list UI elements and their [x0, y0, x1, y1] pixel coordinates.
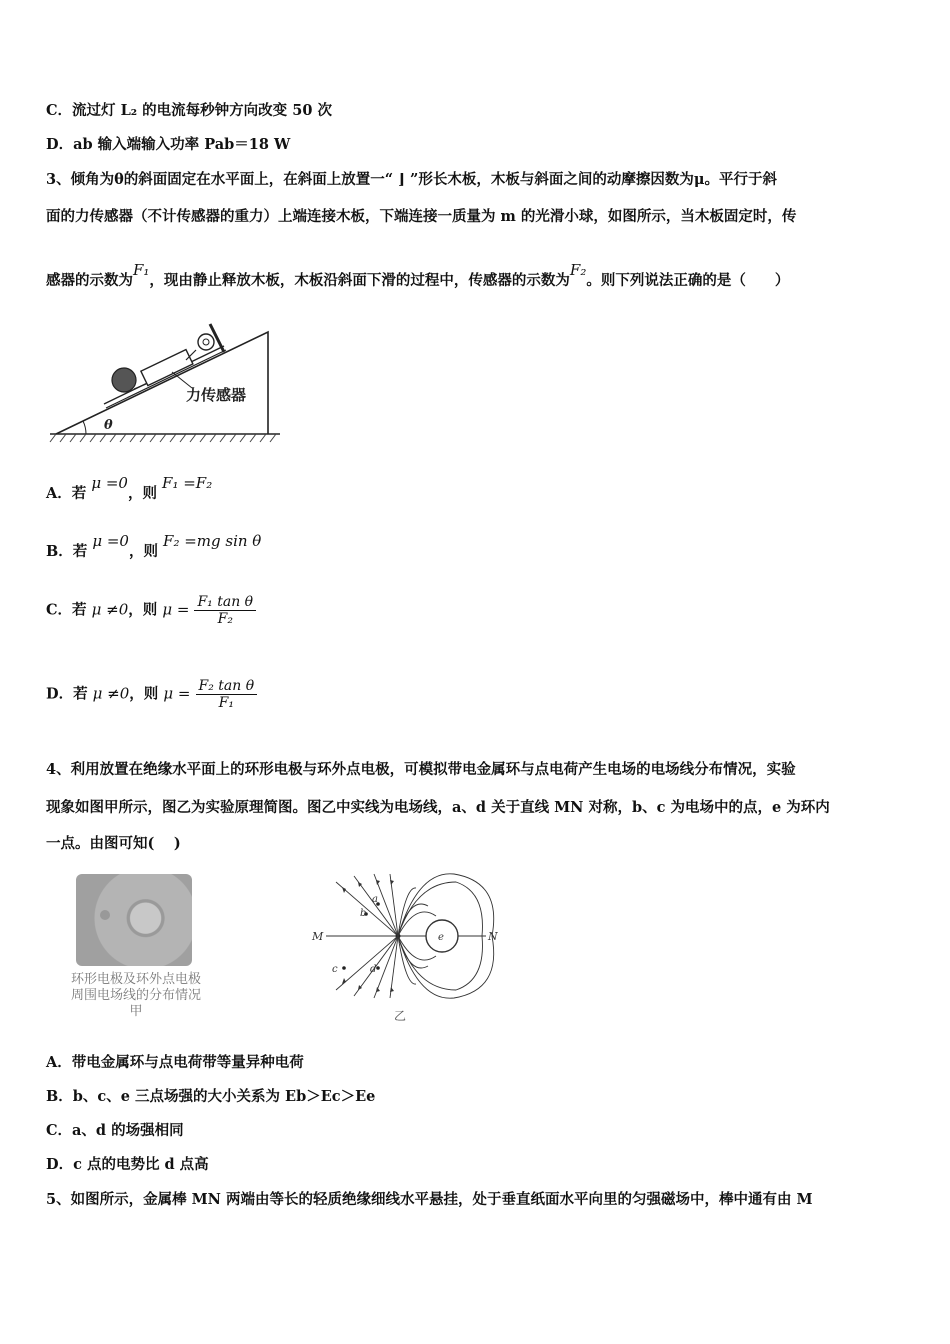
- q3-stem-line-2: 面的力传感器（不计传感器的重力）上端连接木板，下端连接一质量为 m 的光滑小球，如图所示，当木板固定时，传: [46, 208, 797, 225]
- q3-stem-line-1: 3、倾角为θ的斜面固定在水平面上，在斜面上放置一“ ⌋ ”形长木板，木板与斜面之间的动摩擦因数为μ。平行于斜: [46, 171, 778, 188]
- q3-a-mid: ，则: [127, 485, 157, 502]
- q3-line3-part-c: 。则下列说法正确的是（ ）: [586, 272, 790, 289]
- ground-hatching: [50, 434, 276, 442]
- q3-b-mid: ，则: [128, 543, 158, 560]
- ball: [112, 368, 136, 392]
- label-d: d: [370, 964, 377, 975]
- incline-slope: [56, 332, 268, 434]
- q3-b-result: F₂ =mg sin θ: [163, 532, 262, 550]
- q4-stem-line-3: 一点。由图可知( ): [46, 835, 181, 852]
- q2-option-c: C．流过灯 L₂ 的电流每秒钟方向改变 50 次: [46, 102, 332, 119]
- sensor-label: 力传感器: [186, 386, 247, 404]
- theta-label: θ: [104, 418, 113, 433]
- q3-d-fraction: $\frac{\text{F₂ tan θ}}{\text{F₁}}$: [196, 678, 258, 711]
- q3-d-lhs: μ =: [163, 684, 191, 703]
- q3-c-lhs: μ =: [162, 600, 190, 619]
- q3-c-condition: μ ≠0: [91, 600, 129, 619]
- q3-a-result: F₁ =F₂: [162, 474, 213, 492]
- q3-d-prefix: D．若: [46, 685, 88, 703]
- q4-stem-line-1: 4、利用放置在绝缘水平面上的环形电极与环外点电极，可模拟带电金属环与点电荷产生电场的电场线分布情况，实验: [46, 761, 796, 778]
- q2-option-d: D．ab 输入端输入功率 Pab＝18 W: [46, 136, 291, 153]
- diagram-caption: 乙: [394, 1009, 407, 1022]
- label-a: a: [372, 894, 378, 905]
- q3-b-condition: μ =0: [92, 532, 129, 550]
- label-N: N: [488, 930, 498, 943]
- q3-f1: F₁: [133, 261, 150, 279]
- experiment-photo: [76, 874, 192, 966]
- sensor-anchor-icon: [198, 334, 214, 350]
- q3-d-condition: μ ≠0: [92, 684, 130, 703]
- field-line-diagram: [306, 872, 506, 1022]
- label-e: e: [438, 932, 444, 943]
- q3-c-fraction: $\frac{\text{F₁ tan θ}}{\text{F₂}}$: [194, 594, 256, 627]
- q3-c-mid: ，则: [128, 601, 158, 619]
- q4-stem-line-2: 现象如图甲所示，图乙为实验原理简图。图乙中实线为电场线，a、d 关于直线 MN 对称，b、c 为电场中的点，e 为环内: [46, 799, 830, 816]
- q3-a-prefix: A．若: [46, 485, 87, 502]
- q4-option-c: C．a、d 的场强相同: [46, 1122, 184, 1139]
- q3-option-b: [46, 532, 262, 561]
- q3-line3-part-b: ，现由静止释放木板，木板沿斜面下滑的过程中，传感器的示数为: [149, 272, 570, 289]
- q4-option-d: D．c 点的电势比 d 点高: [46, 1156, 209, 1173]
- q3-f2: F₂: [569, 261, 587, 279]
- q3-d-mid: ，则: [129, 685, 159, 703]
- q3-option-a: [46, 474, 213, 503]
- label-M: M: [312, 930, 324, 943]
- q3-b-prefix: B．若: [46, 543, 88, 560]
- q4-option-a: A．带电金属环与点电荷带等量异种电荷: [46, 1054, 304, 1071]
- q3-stem-line-3: [46, 261, 790, 291]
- q3-option-c: [46, 594, 256, 627]
- q5-stem-line-1: 5、如图所示，金属棒 MN 两端由等长的轻质绝缘细线水平悬挂，处于垂直纸面水平向里的匀强磁场中，棒中通有由 M: [46, 1191, 813, 1208]
- label-b: b: [360, 908, 367, 919]
- q3-option-d: [46, 678, 257, 711]
- incline-figure: [46, 312, 286, 447]
- q3-c-prefix: C．若: [46, 601, 87, 619]
- q3-a-condition: μ =0: [91, 474, 128, 492]
- label-c: c: [332, 964, 338, 975]
- photo-caption: 环形电极及环外点电极 周围电场线的分布情况 甲: [70, 972, 201, 1019]
- q3-line3-part-a: 感器的示数为: [46, 272, 133, 289]
- q4-option-b: B．b、c、e 三点场强的大小关系为 Eb＞Ec＞Ee: [46, 1088, 376, 1105]
